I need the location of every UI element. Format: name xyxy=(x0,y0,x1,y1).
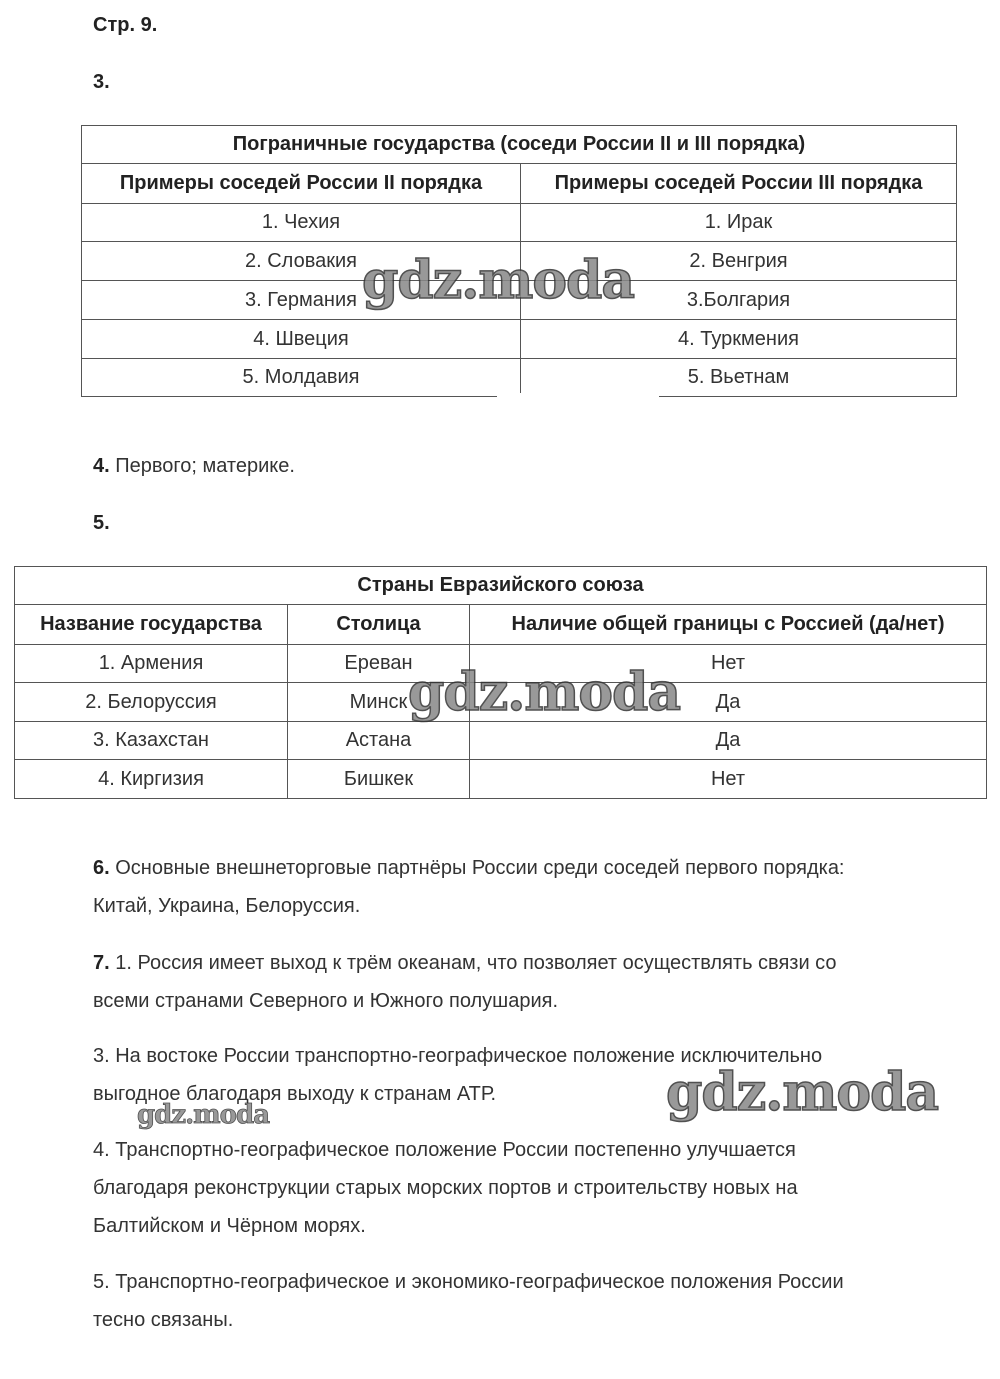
task-4-label: 4. xyxy=(93,455,110,477)
column-header: Название государства xyxy=(15,605,288,645)
task-6-label: 6. xyxy=(93,857,110,879)
column-header: Столица xyxy=(288,605,470,645)
table-row xyxy=(15,722,987,760)
task-7-line: благодаря реконструкции старых морских портов и строительству новых на xyxy=(93,1177,798,1199)
watermark: gdz.moda xyxy=(137,1100,270,1130)
table-cell: 2. Венгрия xyxy=(521,242,957,281)
border-gap xyxy=(497,393,659,399)
table-cell: 1. Ирак xyxy=(521,204,957,242)
task-7-line: 3. На востоке России транспортно-географическое положение исключительно xyxy=(93,1045,823,1067)
table-cell: Бишкек xyxy=(288,760,470,799)
task-6 xyxy=(93,849,845,925)
column-header: Наличие общей границы с Россией (да/нет) xyxy=(470,605,987,645)
task-4 xyxy=(93,447,295,485)
task-7-line: 5. Транспортно-географическое и экономико-географическое положения России xyxy=(93,1271,844,1293)
table-cell: 3.Болгария xyxy=(521,281,957,320)
task-7-item-5 xyxy=(93,1263,844,1339)
task-7-item-4 xyxy=(93,1131,798,1245)
table-row xyxy=(15,760,987,799)
table-cell: 4. Туркмения xyxy=(521,320,957,359)
table-cell: 3. Германия xyxy=(82,281,521,320)
task-7-line: тесно связаны. xyxy=(93,1309,234,1331)
watermark: gdz.moda xyxy=(408,662,681,723)
table-cell: Нет xyxy=(470,645,987,683)
table-cell: Ереван xyxy=(288,645,470,683)
task-7-line: 4. Транспортно-географическое положение России постепенно улучшается xyxy=(93,1139,796,1161)
table-cell: Да xyxy=(470,683,987,722)
table-cell: 4. Швеция xyxy=(82,320,521,359)
table-row xyxy=(82,204,957,242)
task-7-item-1 xyxy=(93,944,837,1020)
table-cell: 1. Чехия xyxy=(82,204,521,242)
task-6-line: Основные внешнеторговые партнёры России среди соседей первого порядка: xyxy=(109,857,845,879)
table-row xyxy=(82,320,957,359)
table-cell: 4. Киргизия xyxy=(15,760,288,799)
task-7-line: выгодное благодаря выходу к странам АТР. xyxy=(93,1083,497,1105)
task-4-text: Первого; материке. xyxy=(109,455,295,477)
column-header: Примеры соседей России II порядка xyxy=(82,164,521,204)
table-cell: Да xyxy=(470,722,987,760)
table-cell: 5. Вьетнам xyxy=(521,359,957,397)
table-cell: 5. Молдавия xyxy=(82,359,521,397)
table-title: Страны Евразийского союза xyxy=(15,567,987,605)
watermark: gdz.moda xyxy=(666,1062,939,1123)
table-cell: 2. Словакия xyxy=(82,242,521,281)
table-cell: Нет xyxy=(470,760,987,799)
table-cell: Астана xyxy=(288,722,470,760)
task-7-label: 7. xyxy=(93,952,110,974)
page-header: Стр. 9. xyxy=(93,14,158,36)
task-7-line: Балтийском и Чёрном морях. xyxy=(93,1215,366,1237)
table-row xyxy=(82,359,957,397)
task-7-line: всеми странами Северного и Южного полушария. xyxy=(93,990,559,1012)
watermark: gdz.moda xyxy=(362,250,635,311)
table-cell: 3. Казахстан xyxy=(15,722,288,760)
column-header: Примеры соседей России III порядка xyxy=(521,164,957,204)
task-6-line: Китай, Украина, Белоруссия. xyxy=(93,895,361,917)
task-5-label: 5. xyxy=(93,512,110,534)
table-cell: 1. Армения xyxy=(15,645,288,683)
table-title: Пограничные государства (соседи России II и III порядка) xyxy=(82,126,957,164)
table-cell: Минск xyxy=(288,683,470,722)
task-7-line: 1. Россия имеет выход к трём океанам, что позволяет осуществлять связи со xyxy=(109,952,837,974)
table-cell: 2. Белоруссия xyxy=(15,683,288,722)
task-3-label: 3. xyxy=(93,71,110,93)
